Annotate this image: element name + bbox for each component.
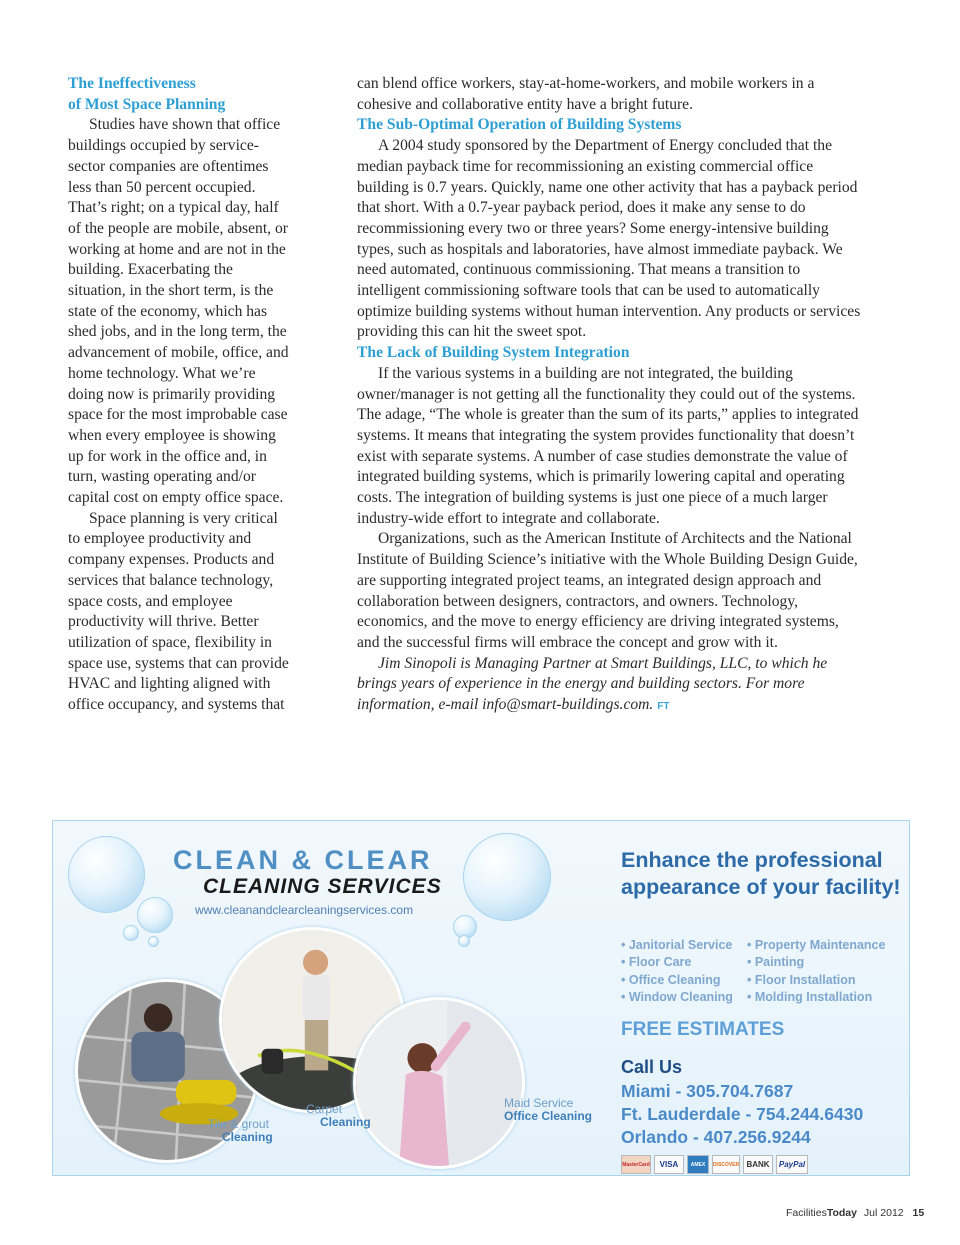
ft-end-mark: FT	[657, 701, 670, 713]
phone-orlando[interactable]: Orlando - 407.256.9244	[621, 1127, 811, 1147]
section-heading-building-systems: The Sub-Optimal Operation of Building Systems	[357, 116, 682, 134]
bubble-decoration	[137, 897, 173, 933]
section-heading-space-planning	[68, 74, 292, 115]
service-item: • Painting	[747, 955, 805, 970]
caption-tile-grout	[208, 1118, 273, 1144]
caption-carpet	[306, 1103, 371, 1129]
payment-cards	[621, 1155, 808, 1174]
caption-line-1: Maid Service	[504, 1096, 574, 1110]
byline-text: Jim Sinopoli is Managing Partner at Smart Buildings, LLC, to which he brings years of experience in the energy and building sectors. For more information, e-mail info@smart-buildings.com.	[357, 654, 828, 714]
caption-line-1: Tile & grout	[208, 1117, 269, 1131]
bubble-decoration	[458, 935, 470, 947]
services-list-right	[747, 937, 886, 1006]
window-cleaning-illustration	[356, 1000, 522, 1166]
section-heading-system-integration: The Lack of Building System Integration	[357, 344, 630, 362]
service-item: • Janitorial Service	[621, 938, 733, 952]
paragraph: Space planning is very critical to employee productivity and company expenses. Products and services that balance technology, space costs, and employee productivity will thrive. Better utilization of space, flexibility in space use, systems that can provide HVAC and lighting aligned with office occupancy, and systems that	[68, 509, 289, 714]
paragraph: Organizations, such as the American Institute of Architects and the National Institute of Building Science’s initiative with the Whole Building Design Guide, are supporting integrated project teams, an integrated design approach and collaboration between designers, contractors, and owners. Technology, economics, and the move to energy efficiency are driving integrated systems, and the successful firms will embrace the concept and grow with it.	[357, 530, 858, 651]
brand-subtitle: CLEANING SERVICES	[203, 875, 442, 898]
phone-miami[interactable]: Miami - 305.704.7687	[621, 1081, 794, 1101]
magazine-name: FacilitiesToday	[786, 1207, 857, 1219]
page-footer	[786, 1207, 924, 1219]
phone-ft-lauderdale[interactable]: Ft. Lauderdale - 754.244.6430	[621, 1104, 864, 1124]
discover-logo: DISCOVER	[712, 1155, 740, 1174]
paragraph: can blend office workers, stay-at-home-workers, and mobile workers in a cohesive and collaborative entity have a bright future.	[357, 75, 815, 113]
bubble-decoration	[148, 936, 159, 947]
ad-headline	[621, 847, 901, 901]
paypal-logo: PayPal	[776, 1155, 808, 1174]
mastercard-logo: MasterCard	[621, 1155, 651, 1174]
services-list-left	[621, 937, 756, 1006]
heading-line-2: of Most Space Planning	[68, 95, 226, 113]
call-us-label: Call Us	[621, 1057, 683, 1077]
bubble-decoration	[463, 833, 551, 921]
page-number: 15	[912, 1207, 925, 1219]
caption-line-2: Office Cleaning	[504, 1109, 593, 1123]
issue-date: Jul 2012	[863, 1207, 904, 1219]
bubble-decoration	[123, 925, 139, 941]
caption-line-2: Cleaning	[320, 1115, 371, 1129]
service-item: • Floor Installation	[747, 972, 856, 987]
author-byline	[357, 654, 862, 718]
article-left-column	[68, 74, 292, 716]
amex-logo: AMEX	[687, 1155, 709, 1174]
free-estimates: FREE ESTIMATES	[621, 1019, 785, 1040]
ad-offer-panel	[621, 847, 901, 1169]
caption-line-1: Carpet	[306, 1102, 343, 1116]
service-item: • Property Maintenance	[747, 938, 886, 952]
brand-title: CLEAN & CLEAR	[173, 845, 433, 875]
service-item: • Window Cleaning	[621, 989, 733, 1004]
maid-service-photo	[353, 997, 525, 1169]
article-right-column	[357, 74, 862, 718]
brand-url[interactable]: www.cleanandclearcleaningservices.com	[195, 903, 414, 917]
service-item: • Molding Installation	[747, 989, 873, 1004]
caption-line-2: Cleaning	[222, 1130, 273, 1144]
paragraph: If the various systems in a building are not integrated, the building owner/manager is not getting all the functionality they could out of the systems. The adage, “The whole is greater than the sum of its parts,” applies to integrated systems. It means that integrating the system provides functionality that doesn’t exist with separate systems. A number of case studies demonstrate the value of integrated building systems, which is primarily lowering capital and operating costs. The integration of building systems is just one piece of a much larger industry-wide effort to integrate and collaborate.	[357, 364, 859, 527]
visa-logo: VISA	[654, 1155, 684, 1174]
paragraph: A 2004 study sponsored by the Department of Energy concluded that the median payback time for recommissioning an existing commercial office building is 0.7 years. Quickly, name one other activity that has a payback period that short. With a 0.7-year payback period, does it make any sense to do recommissioning every two or three years? Some energy-intensive building types, such as hospitals and laboratories, have almost immediate payback. We need automated, continuous commissioning. That means a transition to intelligent commissioning software tools that can be used to automatically optimize building systems without human intervention. Any products or services providing this can hit the sweet spot.	[357, 137, 861, 341]
headline-line-1: Enhance the professional	[621, 848, 883, 872]
headline-line-2: appearance of your facility!	[621, 875, 901, 899]
service-item: • Office Cleaning	[621, 972, 721, 987]
bubble-decoration	[68, 836, 145, 913]
bank-logo: BANK	[743, 1155, 773, 1174]
caption-maid-service	[504, 1097, 592, 1123]
cleaning-services-ad	[52, 820, 910, 1176]
paragraph: Studies have shown that office buildings occupied by service-sector companies are oftentimes less than 50 percent occupied. That’s right; on a typical day, half of the people are mobile, absent, or working at home and are not in the building. Exacerbating the situation, in the short term, is the state of the economy, which has shed jobs, and in the long term, the advancement of mobile, office, and home technology. What we’re doing now is primarily providing space for the most improbable case when every employee is showing up for work in the office and, in turn, wasting operating and/or capital cost on empty office space.	[68, 116, 289, 507]
service-item: • Floor Care	[621, 955, 692, 970]
heading-line-1: The Ineffectiveness	[68, 75, 196, 92]
